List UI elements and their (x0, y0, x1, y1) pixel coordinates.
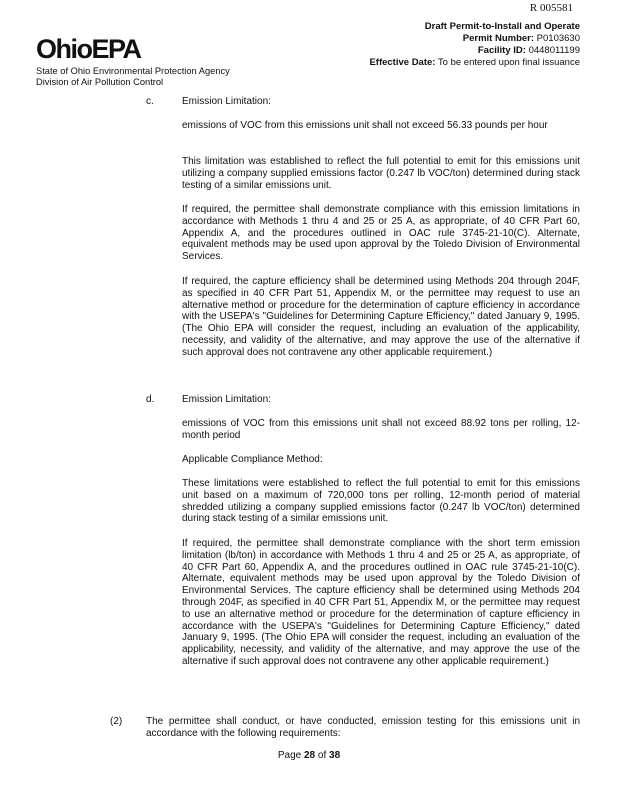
section-c-compliance: If required, the permittee shall demonstrate compliance with this emission limitations in accordance with Methods 1 thru 4 and 25 or 25 A, as appropriate, of 40 CFR Part 60, Appendix A, and the procedures outlined in OAC rule 3745-21-10(C). Alternate, equivalent methods may be used upon approval by the Toledo Division of Environmental Services. (182, 204, 580, 263)
section-c-limit: emissions of VOC from this emissions unit shall not exceed 56.33 pounds per hour (182, 120, 548, 131)
effective-date-value: To be entered upon final issuance (437, 57, 580, 68)
facility-id (478, 45, 580, 57)
section-d-title: Emission Limitation: (182, 394, 271, 405)
section-c-basis: This limitation was established to reflect the full potential to emit for this emissions unit utilizing a company supplied emissions factor (0.247 lb VOC/ton) determined during stack testing of a similar emissions unit. (182, 156, 580, 191)
division-name: Division of Air Pollution Control (36, 77, 164, 87)
section-c-capture-efficiency: If required, the capture efficiency shall be determined using Methods 204 through 204F, as specified in 40 CFR Part 51, Appendix M, or the permittee may request to use an alternative method or procedure for the determination of capture efficiency in accordance with the USEPA's "Guidelines for Determining Capture Efficiency," dated January 9, 1995. (The Ohio EPA will consider the request, including an evaluation of the applicability, necessity, and validity of the alternative, and may approve the use of the alternative if such approval does not contravene any other applicable requirement.) (182, 276, 580, 358)
agency-name: State of Ohio Environmental Protection Agency (36, 66, 230, 76)
permit-number-label: Permit Number: (462, 33, 535, 44)
facility-id-label: Facility ID: (477, 45, 526, 56)
section-d-marker: d. (146, 394, 155, 405)
section-c-marker: c. (146, 96, 154, 107)
effective-date (369, 57, 580, 69)
section-2-marker: (2) (110, 716, 123, 727)
ohio-epa-logo: OhioEPA (36, 34, 141, 64)
section-c-title: Emission Limitation: (182, 96, 271, 107)
section-d-basis: These limitations were established to reflect the full potential to emit for this emissions unit based on a maximum of 720,000 tons per rolling, 12-month period of material shredded utilizing a company supplied emissions factor (0.247 lb VOC/ton) determined during stack testing of a similar emissions unit. (182, 478, 580, 525)
agency-block (36, 66, 230, 88)
permit-number-value: P0103630 (536, 33, 580, 44)
effective-date-label: Effective Date: (369, 57, 436, 68)
page-number: Page 28 of 38 (277, 750, 341, 761)
section-d-compliance: If required, the permittee shall demonstrate compliance with the short term emission limitation (lb/ton) in accordance with Methods 1 thru 4 and 25 or 25 A, as appropriate, of 40 CFR Part 60, Appendix A, and the procedures outlined in OAC rule 3745-21-10(C). Alternate, equivalent methods may be used upon approval by the Toledo Division of Environmental Services. The capture efficiency shall be determined using Methods 204 through 204F, as specified in 40 CFR Part 51, Appendix M, or the permittee may request to use an alternative method or procedure for the determination of capture efficiency in accordance with the USEPA's "Guidelines for Determining Capture Efficiency," dated January 9, 1995. (The Ohio EPA will consider the request, including an evaluation of the applicability, necessity, and validity of the alternative, and may approve the use of the alternative if such approval does not contravene any other applicable requirement.) (182, 538, 580, 667)
section-d-limit: emissions of VOC from this emissions unit shall not exceed 88.92 tons per rolling, 12-month period (182, 418, 580, 441)
document-code: R 005581 (529, 2, 573, 14)
facility-id-value: 0448011199 (528, 45, 580, 56)
section-d-method-heading: Applicable Compliance Method: (182, 454, 323, 465)
permit-number (463, 33, 580, 45)
document-type: Draft Permit-to-Install and Operate (424, 21, 580, 32)
section-2-text: The permittee shall conduct, or have conducted, emission testing for this emissions unit in accordance with the following requirements: (146, 716, 580, 739)
